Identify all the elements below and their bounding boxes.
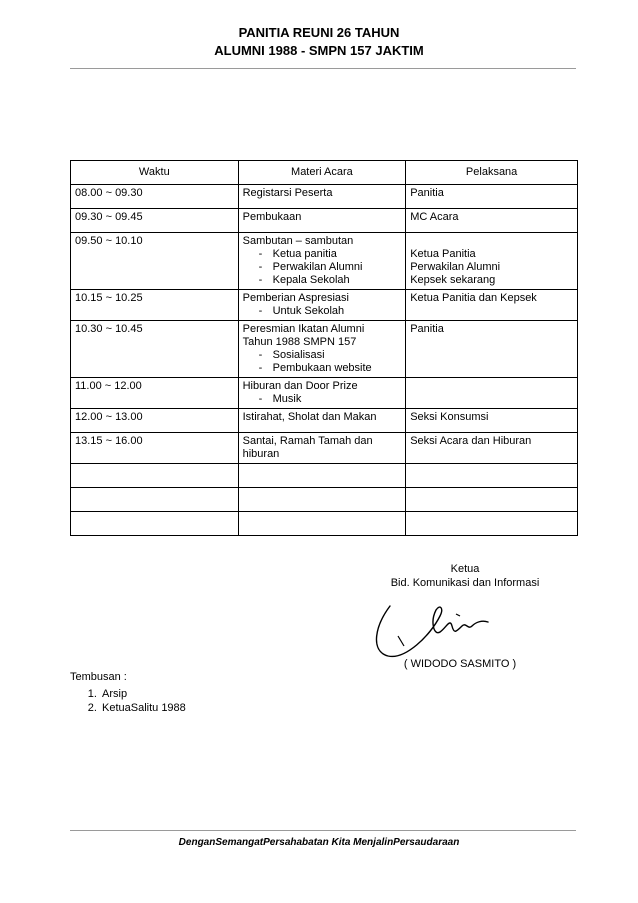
footer-motto: DenganSemangatPersahabatan Kita MenjalinPersaudaraan bbox=[178, 837, 460, 848]
cell-by: Panitia bbox=[406, 185, 578, 209]
table-row bbox=[71, 233, 578, 290]
item-title: Pemberian Aspresiasi bbox=[242, 292, 349, 304]
schedule-table bbox=[70, 160, 578, 536]
footer-divider bbox=[70, 830, 576, 831]
table-row bbox=[71, 290, 578, 321]
table-row bbox=[71, 321, 578, 378]
table-row bbox=[71, 433, 578, 464]
cell-item: Pembukaan bbox=[238, 209, 406, 233]
table-row-empty bbox=[71, 512, 578, 536]
cell-by: MC Acara bbox=[406, 209, 578, 233]
handwritten-signature bbox=[370, 596, 500, 660]
signature-department: Bid. Komunikasi dan Informasi bbox=[390, 577, 540, 589]
cell-by bbox=[406, 378, 578, 409]
table-row bbox=[71, 378, 578, 409]
signature-title: Ketua bbox=[450, 563, 480, 575]
executor-line: Kepsek sekarang bbox=[410, 274, 496, 286]
cell-item: Registarsi Peserta bbox=[238, 185, 406, 209]
cell-time: 08.00 ~ 09.30 bbox=[71, 185, 239, 209]
cell-by: Seksi Konsumsi bbox=[406, 409, 578, 433]
table-row bbox=[71, 209, 578, 233]
cell-time: 12.00 ~ 13.00 bbox=[71, 409, 239, 433]
cell-item bbox=[238, 290, 406, 321]
cell-item bbox=[238, 233, 406, 290]
sub-item: - Musik bbox=[243, 393, 402, 406]
cell-by: Ketua Panitia dan Kepsek bbox=[406, 290, 578, 321]
table-header-row bbox=[71, 161, 578, 185]
column-header-waktu: Waktu bbox=[71, 161, 239, 185]
table-row bbox=[71, 185, 578, 209]
table-row bbox=[71, 409, 578, 433]
cell-by bbox=[406, 233, 578, 290]
cell-item bbox=[238, 321, 406, 378]
column-header-pelaksana: Pelaksana bbox=[406, 161, 578, 185]
header-title-line1: PANITIA REUNI 26 TAHUN bbox=[238, 25, 400, 40]
cell-item bbox=[238, 433, 406, 464]
cell-item bbox=[238, 378, 406, 409]
cell-time: 10.30 ~ 10.45 bbox=[71, 321, 239, 378]
cell-time: 09.30 ~ 09.45 bbox=[71, 209, 239, 233]
cell-by: Panitia bbox=[406, 321, 578, 378]
sub-item: - Pembukaan website bbox=[243, 362, 402, 375]
document-header bbox=[0, 24, 638, 60]
cc-label: Tembusan : bbox=[70, 671, 127, 683]
sub-item: - Perwakilan Alumni bbox=[243, 261, 402, 274]
item-title-cont: Tahun 1988 SMPN 157 bbox=[242, 336, 357, 348]
item-title-cont: hiburan bbox=[242, 448, 280, 460]
cell-time: 11.00 ~ 12.00 bbox=[71, 378, 239, 409]
executor-line: Perwakilan Alumni bbox=[410, 261, 501, 273]
item-title: Sambutan – sambutan bbox=[242, 235, 354, 247]
cc-item: 1. Arsip bbox=[100, 687, 186, 701]
item-title: Hiburan dan Door Prize bbox=[242, 380, 358, 392]
cell-time: 09.50 ~ 10.10 bbox=[71, 233, 239, 290]
table-row-empty bbox=[71, 464, 578, 488]
cell-time: 13.15 ~ 16.00 bbox=[71, 433, 239, 464]
cell-time: 10.15 ~ 10.25 bbox=[71, 290, 239, 321]
cc-item: 2. KetuaSalitu 1988 bbox=[100, 701, 186, 715]
header-title-line2: ALUMNI 1988 - SMPN 157 JAKTIM bbox=[214, 43, 424, 58]
table-row-empty bbox=[71, 488, 578, 512]
sub-item: - Ketua panitia bbox=[243, 248, 402, 261]
item-title: Peresmian Ikatan Alumni bbox=[242, 323, 365, 335]
cell-item: Istirahat, Sholat dan Makan bbox=[238, 409, 406, 433]
cc-section bbox=[70, 670, 186, 715]
cell-by: Seksi Acara dan Hiburan bbox=[406, 433, 578, 464]
header-divider bbox=[70, 68, 576, 69]
sub-item: - Untuk Sekolah bbox=[243, 305, 402, 318]
sub-item: - Sosialisasi bbox=[243, 349, 402, 362]
item-title: Santai, Ramah Tamah dan bbox=[242, 435, 373, 447]
signatory-name: ( WIDODO SASMITO ) bbox=[403, 658, 517, 670]
executor-line: Ketua Panitia bbox=[410, 248, 476, 260]
sub-item: - Kepala Sekolah bbox=[243, 274, 402, 287]
column-header-materi: Materi Acara bbox=[238, 161, 406, 185]
